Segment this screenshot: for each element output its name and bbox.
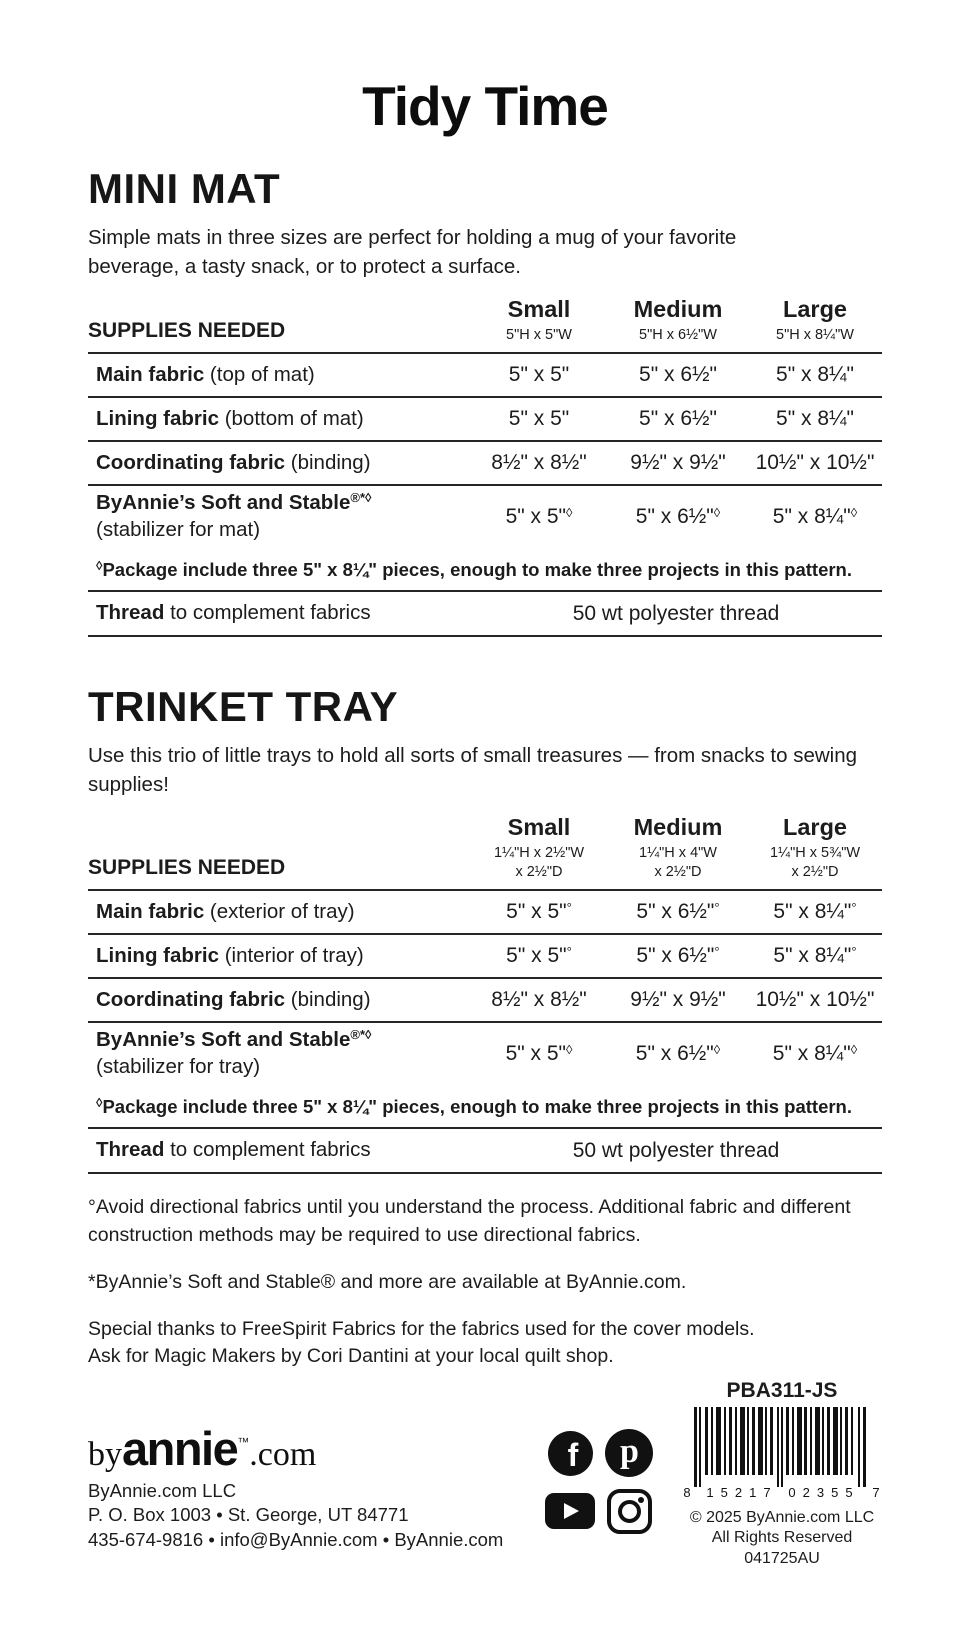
copyright-line: © 2025 ByAnnie.com LLC bbox=[689, 1508, 875, 1526]
cell-value: 5" x 6½" bbox=[639, 362, 717, 386]
row-label-note: (binding) bbox=[290, 987, 371, 1011]
svg-text:7: 7 bbox=[872, 1484, 880, 1500]
mini-mat-section bbox=[88, 165, 882, 637]
cell-value: 5" x 8¼"° bbox=[773, 899, 857, 923]
mini-mat-description: Simple mats in three sizes are perfect for holding a mug of your favorite beverage, a tasty snack, or to protect a surface. bbox=[88, 226, 737, 279]
company-name: ByAnnie.com LLC bbox=[88, 1479, 237, 1501]
cell-value: 5" x 5"◊ bbox=[505, 1041, 573, 1065]
cell-value: 5" x 8¼"◊ bbox=[772, 1041, 858, 1065]
company-address: P. O. Box 1003 • St. George, UT 84771 bbox=[88, 1504, 409, 1526]
row-label: Main fabric bbox=[96, 362, 205, 386]
barcode-block bbox=[684, 1379, 880, 1569]
svg-text:p: p bbox=[620, 1433, 639, 1471]
revision-code: 041725AU bbox=[744, 1549, 820, 1567]
row-label-note: (stabilizer for tray) bbox=[96, 1054, 261, 1078]
cell-value: 5" x 6½"◊ bbox=[635, 504, 721, 528]
cell-value: 8½" x 8½" bbox=[491, 450, 587, 474]
pinterest-icon bbox=[604, 1428, 654, 1483]
row-label: Main fabric bbox=[96, 899, 205, 923]
row-label-note: (top of mat) bbox=[209, 362, 315, 386]
cell-value: 9½" x 9½" bbox=[630, 987, 726, 1011]
table-row bbox=[88, 1021, 882, 1084]
cell-value: 5" x 5" bbox=[508, 362, 570, 386]
cell-value: 5" x 5"◊ bbox=[505, 504, 573, 528]
cell-value: 8½" x 8½" bbox=[491, 987, 587, 1011]
mini-mat-heading: MINI MAT bbox=[88, 165, 281, 212]
row-label: ByAnnie’s Soft and Stable bbox=[96, 1027, 351, 1051]
cell-value: 5" x 8¼"° bbox=[773, 943, 857, 967]
svg-text:f: f bbox=[567, 1436, 578, 1473]
cell-value: 5" x 6½"° bbox=[636, 899, 720, 923]
trinket-tray-description: Use this trio of little trays to hold all sorts of small treasures — from snacks to sewing supplies! bbox=[88, 744, 858, 797]
cell-value: 5" x 5" bbox=[508, 406, 570, 430]
table-row bbox=[88, 933, 882, 977]
row-label: ByAnnie’s Soft and Stable bbox=[96, 490, 351, 514]
row-label-note: (binding) bbox=[290, 450, 371, 474]
table-row bbox=[88, 977, 882, 1021]
svg-text:15217: 15217 bbox=[706, 1484, 778, 1500]
pattern-sku: PBA311-JS bbox=[726, 1378, 838, 1402]
row-label: Lining fabric bbox=[96, 943, 219, 967]
table-header bbox=[88, 815, 882, 889]
youtube-icon bbox=[545, 1493, 595, 1534]
barcode bbox=[684, 1407, 880, 1501]
table-header bbox=[88, 297, 882, 352]
notes-section bbox=[88, 1194, 882, 1370]
row-label: Coordinating fabric bbox=[96, 450, 286, 474]
row-label-superscript: ®*◊ bbox=[350, 1026, 372, 1042]
directional-fabrics-note: °Avoid directional fabrics until you understand the process. Additional fabric and different construction methods may be required to use directional fabrics. bbox=[88, 1196, 851, 1246]
row-label: Thread bbox=[96, 1138, 165, 1162]
cell-value: 5" x 6½"° bbox=[636, 943, 720, 967]
trinket-tray-heading: TRINKET TRAY bbox=[88, 683, 399, 731]
cell-value: 5" x 6½" bbox=[639, 406, 717, 430]
rights-line: All Rights Reserved bbox=[711, 1529, 853, 1547]
cell-value: 9½" x 9½" bbox=[630, 450, 726, 474]
cell-value: 5" x 8¼" bbox=[776, 362, 854, 386]
soft-and-stable-note: *ByAnnie’s Soft and Stable® and more are available at ByAnnie.com. bbox=[88, 1270, 687, 1293]
cell-value: 5" x 6½"◊ bbox=[635, 1041, 721, 1065]
byannie-logo: byannie™.com bbox=[88, 1421, 317, 1475]
column-small: Small 1¼"H x 2½"W x 2½"D bbox=[493, 814, 585, 881]
table-row bbox=[88, 889, 882, 933]
package-footnote: ◊Package include three 5" x 8¼" pieces, enough to make three projects in this pattern. bbox=[96, 1095, 852, 1118]
package-footnote: ◊Package include three 5" x 8¼" pieces, enough to make three projects in this pattern. bbox=[96, 558, 852, 581]
column-medium: Medium 1¼"H x 4"W x 2½"D bbox=[633, 814, 723, 881]
special-thanks-note: Special thanks to FreeSpirit Fabrics for the fabrics used for the cover models. Ask for Magic Makers by Cori Dantini at your local quilt shop. bbox=[88, 1318, 755, 1368]
svg-text:02355: 02355 bbox=[788, 1484, 860, 1500]
row-label-note: (exterior of tray) bbox=[209, 899, 355, 923]
column-small: Small 5"H x 5"W bbox=[506, 296, 572, 344]
row-label-note: (bottom of mat) bbox=[224, 406, 364, 430]
row-label-note: (interior of tray) bbox=[224, 943, 364, 967]
cell-value: 5" x 8¼" bbox=[776, 406, 854, 430]
row-label: Thread bbox=[96, 601, 165, 625]
page-title: Tidy Time bbox=[362, 75, 608, 137]
trinket-tray-section bbox=[88, 683, 882, 1174]
row-label-superscript: ®*◊ bbox=[350, 489, 372, 505]
thread-row bbox=[88, 590, 882, 637]
company-contact: 435-674-9816 • info@ByAnnie.com • ByAnnie.com bbox=[88, 1528, 504, 1550]
column-large: Large 1¼"H x 5¾"W x 2½"D bbox=[769, 814, 861, 881]
facebook-icon bbox=[547, 1430, 594, 1482]
thread-value: 50 wt polyester thread bbox=[572, 601, 780, 625]
byannie-brand-block bbox=[88, 1421, 504, 1553]
cell-value: 10½" x 10½" bbox=[755, 450, 875, 474]
trinket-tray-supplies-table bbox=[88, 815, 882, 1174]
thread-row bbox=[88, 1127, 882, 1174]
instagram-icon bbox=[606, 1488, 653, 1540]
cell-value: 5" x 8¼"◊ bbox=[772, 504, 858, 528]
supplies-needed-label: SUPPLIES NEEDED bbox=[88, 855, 286, 879]
svg-text:8: 8 bbox=[684, 1484, 691, 1500]
row-label-note: to complement fabrics bbox=[170, 1138, 371, 1162]
row-label-note: to complement fabrics bbox=[170, 601, 371, 625]
cell-value: 5" x 5"° bbox=[506, 899, 572, 923]
footer bbox=[88, 1379, 882, 1639]
table-row bbox=[88, 396, 882, 440]
table-row bbox=[88, 440, 882, 484]
column-medium: Medium 5"H x 6½"W bbox=[633, 296, 723, 344]
column-large: Large 5"H x 8¼"W bbox=[776, 296, 854, 344]
mini-mat-supplies-table bbox=[88, 297, 882, 637]
table-row bbox=[88, 484, 882, 547]
social-icons bbox=[545, 1427, 654, 1543]
row-label: Lining fabric bbox=[96, 406, 219, 430]
row-label-note: (stabilizer for mat) bbox=[96, 517, 261, 541]
row-label: Coordinating fabric bbox=[96, 987, 286, 1011]
cell-value: 5" x 5"° bbox=[506, 943, 572, 967]
thread-value: 50 wt polyester thread bbox=[572, 1138, 780, 1162]
cell-value: 10½" x 10½" bbox=[755, 987, 875, 1011]
supplies-needed-label: SUPPLIES NEEDED bbox=[88, 318, 286, 342]
table-row bbox=[88, 352, 882, 396]
